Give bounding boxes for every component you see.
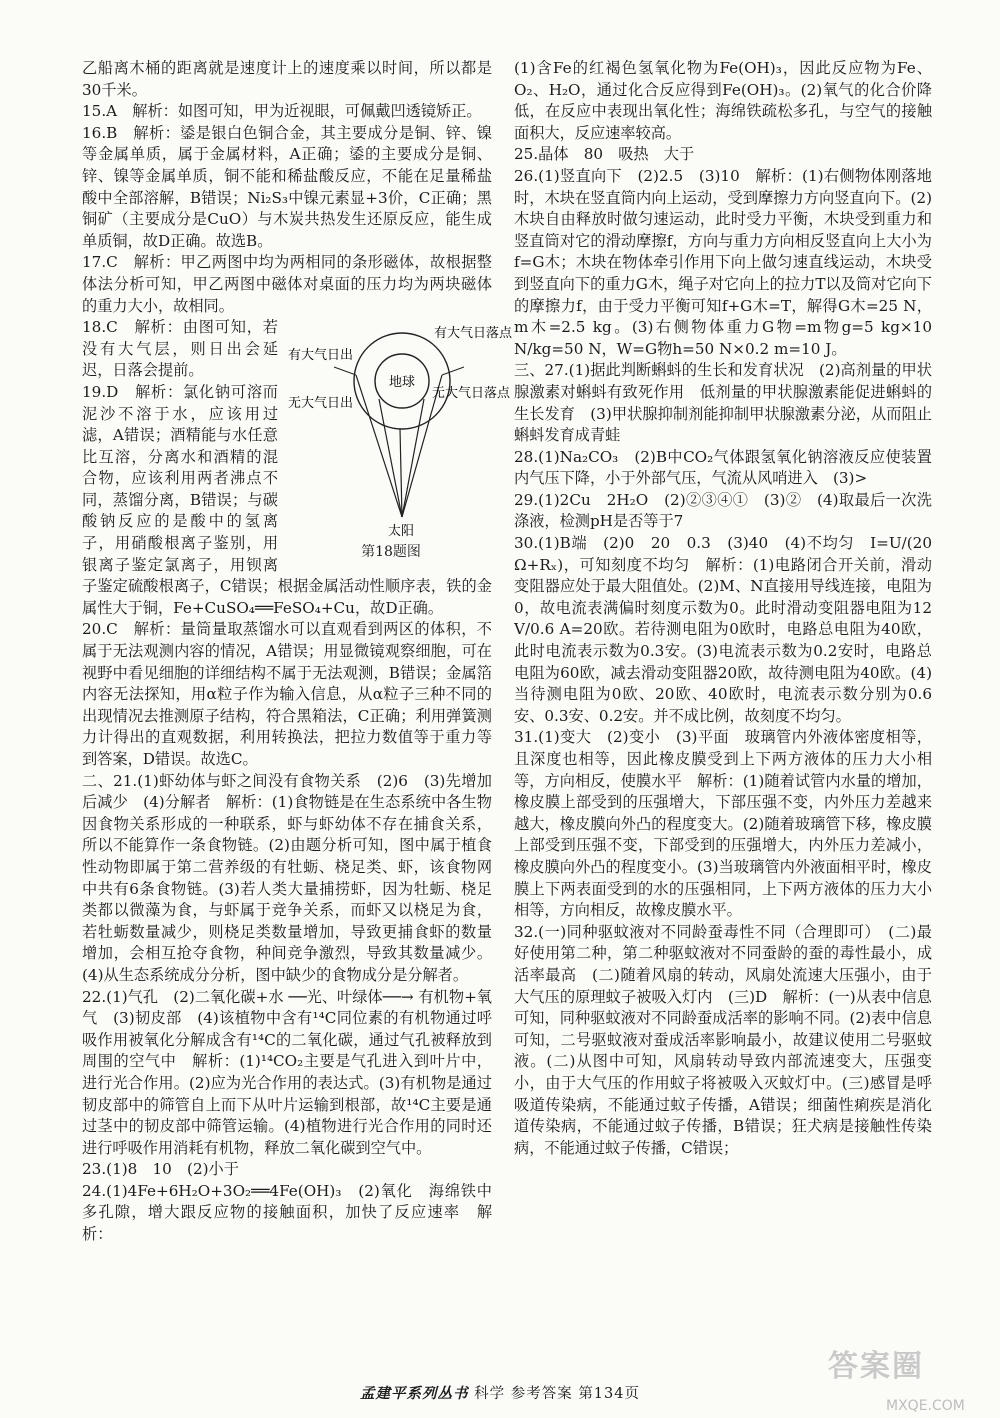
answer-16: 16.B 解析：鋈是银白色铜合金，其主要成分是铜、锌、镍等金属单质，属于金属材料，A正确；鋈的主要成分是铜、锌、镍等金属单质，铜不能和稀盐酸反应，不能在足量稀盐酸中全部溶解，B错误；Ni₂S₃中镍元素显+3价，C正确；黑铜矿（主要成分是CuO）与木炭共热发生还原反应，能生成单质铜，故D正确。故选B。: [82, 123, 492, 250]
answer-31: 31.(1)变大 (2)变小 (3)平面 玻璃管内外液体密度相等，且深度也相等，因此橡皮膜受到上下两方液体的压力大小相等，方向相反，使膜水平 解析：(1)随着试管内水量的增加，橡皮膜上部受到的压强增大，下部压强不变，内外压力差越来越大，橡皮膜向外凸的程度变大。(2)随着玻璃管下移，橡皮膜上部受到压强不变，下部受到的压强增大，内外压力差减小，橡皮膜向外凸的程度变小。(3)当玻璃管内外液面相平时，橡皮膜上下两表面受到的水的压强相同，上下两方液体的压力大小相等，方向相反，故橡皮膜水平。: [514, 728, 932, 920]
answer-22: 22.(1)气孔 (2)二氧化碳+水 ──光、叶绿体──→ 有机物+氧气 (3)韧皮部 (4)该植物中含有¹⁴C同位素的有机物通过呼吸作用被氧化分解成含有¹⁴C的二氧化碳，通过气孔被释放到周围的空气中 解析：(1)¹⁴CO₂主要是气孔进入到叶片中，进行光合作用。(2)应为光合作用的表达式。(3)有机物是通过韧皮部中的筛管自上而下从叶片运输到根部，故¹⁴C主要是通过茎中的韧皮部中筛管运输。(4)植物进行光合作用的同时还进行呼吸作用消耗有机物，释放二氧化碳到空气中。: [82, 987, 492, 1157]
answer-block: 乙船离木桶的距离就是速度计上的速度乘以时间，所以都是30千米。: [82, 59, 492, 99]
answer-29: 29.(1)2Cu 2H₂O (2)②③④① (3)② (4)取最后一次洗涤液，检测pH是否等于7: [514, 490, 932, 531]
answer-23: 23.(1)8 10 (2)小于: [82, 1160, 239, 1179]
watermark-text: 答案圈: [828, 1349, 924, 1384]
answer-25: 25.晶体 80 吸热 大于: [514, 145, 695, 164]
series-title: 孟建平系列丛书: [359, 1385, 469, 1402]
section: 参考答案: [510, 1386, 573, 1402]
watermark-url: MXQE.COM: [886, 1398, 965, 1414]
page-number: 第134页: [578, 1386, 640, 1402]
left-column: [82, 58, 513, 1246]
earth-sun-diagram: [284, 317, 513, 543]
label-atmo-sunset: 有大气日落点: [434, 326, 513, 342]
answer-18: 18.C 解析：由图可知，若没有大气层，则日出会延迟，日落会提前。: [82, 318, 278, 380]
label-noatmo-sunrise: 无大气日出: [288, 396, 354, 412]
watermark-logo: [822, 1349, 982, 1414]
answer-26: 26.(1)竖直向下 (2)2.5 (3)10 解析：(1)右侧物体刚落地时，木块在竖直筒内向上运动，受到摩擦力方向竖直向下。(2)木块自由释放时做匀速运动，此时受力平衡，木块受到重力和竖直筒对它的滑动摩擦f，方向与重力方向相反竖直向上大小为f=G木；木块在物体牵引作用下向上做匀速直线运动，木块受到竖直向下的重力G木，绳子对它向上的拉力T以及筒对它向下的摩擦力f，由于受力平衡可知f+G木=T，解得G木=25 N，m木=2.5 kg。(3)右侧物体重力G物=m物g=5 kg×10 N/kg=50 N，W=G物h=50 N×0.2 m=10 J。: [514, 166, 932, 358]
label-noatmo-sunset: 无大气日落点: [432, 386, 511, 402]
answer-30: 30.(1)B端 (2)0 20 0.3 (3)40 (4)不均匀 I=U/(20 Ω+Rₓ)，可知刻度不均匀 解析：(1)电路闭合开关前，滑动变阻器应处于最大阻值处。(2)M、N直接用导线连接，电阻为0，故电流表满偏时刻度示数为0。此时滑动变阻器电阻为12 V/0.6 A=20欧。若待测电阻为0欧时，电路总电阻为40欧，此时电流表示数为0.3安。(3)电流表示数为0.2安时，电路总电阻为60欧，减去滑动变阻器20欧，故待测电阻为40欧。(4)当待测电阻为0欧、20欧、40欧时，电流表示数分别为0.6安、0.3安、0.2安。并不成比例，故刻度不均匀。: [514, 534, 932, 725]
answer-24-cont: (1)含Fe的红褐色氢氧化物为Fe(OH)₃，因此反应物为Fe、O₂、H₂O，通过化合反应得到Fe(OH)₃。(2)氧气的化合价降低，在反应中表现出氧化性；海绵铁疏松多孔，与空气的接触面积大，反应速率较高。: [514, 59, 932, 142]
right-column: [514, 58, 932, 1159]
label-atmo-sunrise: 有大气日出: [288, 348, 354, 364]
answer-32: 32.(一)同种驱蚊液对不同龄蚕毒性不同（合理即可） (二)最好使用第二种，第二种驱蚊液对不同蚕龄的蚕的毒性最小，成活率最高 (二)随着风扇的转动，风扇处流速大压强小，由于大气压的原理蚊子被吸入灯内 (三)D 解析：(一)从表中信息可知，同种驱蚊液对不同龄蚕成活率的影响不同。(2)表中信息可知，二号驱蚊液对蚕成活率影响最小，故建议使用二号驱蚊液。(二)从图中可知，风扇转动导致内部流速变大，压强变小，由于大气压的作用蚊子将被吸入灭蚊灯中。(三)感冒是呼吸道传染病，不能通过蚊子传播，A错误；细菌性痢疾是消化道传染病，不能通过蚊子传播，B错误；狂犬病是接触性传染病，不能通过蚊子传播，C错误；: [514, 922, 932, 1157]
answer-28: 28.(1)Na₂CO₃ (2)B中CO₂气体跟氢氧化钠溶液反应使装置内气压下降，小于外部气压，气流从风哨进入 (3)>: [514, 447, 932, 488]
answer-17: 17.C 解析：甲乙两图中均为两相同的条形磁体，故根据整体法分析可知，甲乙两图中磁体对桌面的压力均为两块磁体的重力大小，故相同。: [82, 253, 492, 315]
figure-caption: 第18题图: [361, 544, 421, 561]
sun-label: 太阳: [388, 524, 415, 540]
answer-15: 15.A 解析：如图可知，甲为近视眼，可佩戴凹透镜矫正。: [82, 102, 482, 121]
answer-19: 19.D 解析：氯化钠可溶而泥沙不溶于水，应该用过滤，A错误；酒精能与水任意比互溶，分离水和酒精的混合物，应该利用两者沸点不同，蒸馏分离，B错误；与碳酸钠反应的是酸中的氢离子，用硝酸根离子鉴别，用银离子鉴定氯离子，用钡离子鉴定硫酸根离子，C错误；根据金属活动性顺序表，铁的金属性大于铜，Fe+CuSO₄══FeSO₄+Cu，故D正确。: [82, 382, 492, 617]
earth-label: 地球: [389, 375, 416, 391]
answer-21: 二、21.(1)虾幼体与虾之间没有食物关系 (2)6 (3)先增加后减少 (4)分解者 解析：(1)食物链是在生态系统中各生物因食物关系形成的一种联系，虾与虾幼体不存在捕食关系，所以不能算作一条食物链。(2)由题分析可知，图中属于植食性动物即属于第二营养级的有牡蛎、桡足类、虾，该食物网中共有6条食物链。(3)若人类大量捕捞虾，因为牡蛎、桡足类都以微藻为食，与虾属于竞争关系，而虾又以桡足为食，若牡蛎数量减少，则桡足类数量增加，导致更捕食虾的数量增加，会相互抢夺食物，种间竞争激烈，导致其数量减少。(4)从生态系统成分分析，图中缺少的食物成分是分解者。: [82, 771, 492, 984]
answer-24: 24.(1)4Fe+6H₂O+3O₂══4Fe(OH)₃ (2)氧化 海绵铁中多孔隙，增大跟反应物的接触面积，加快了反应速率 解析：: [82, 1181, 492, 1244]
subject: 科学: [474, 1386, 506, 1402]
answer-27: 三、27.(1)据此判断蝌蚪的生长和发育状况 (2)高剂量的甲状腺激素对蝌蚪有致死作用 低剂量的甲状腺激素能促进蝌蚪的生长发育 (3)甲状腺抑制剂能抑制甲状腺激素分泌，从而阻止蝌蚪发育成青蛙: [514, 361, 932, 445]
figure-18: [284, 317, 513, 562]
answer-20: 20.C 解析：量筒量取蒸馏水可以直观看到两区的体积，不属于无法观测内容的情况，A错误；用显微镜观察细胞，可在视野中看见细胞的详细结构不属于无法观测，B错误；金属箔内容无法探知，用α粒子作为输入信息，从α粒子三种不同的出现情况去推测原子结构，符合黑箱法，C正确；利用弹簧测力计得出的直观数据，利用转换法，把拉力数值等于重力等到答案，D错误。故选C。: [82, 620, 492, 768]
